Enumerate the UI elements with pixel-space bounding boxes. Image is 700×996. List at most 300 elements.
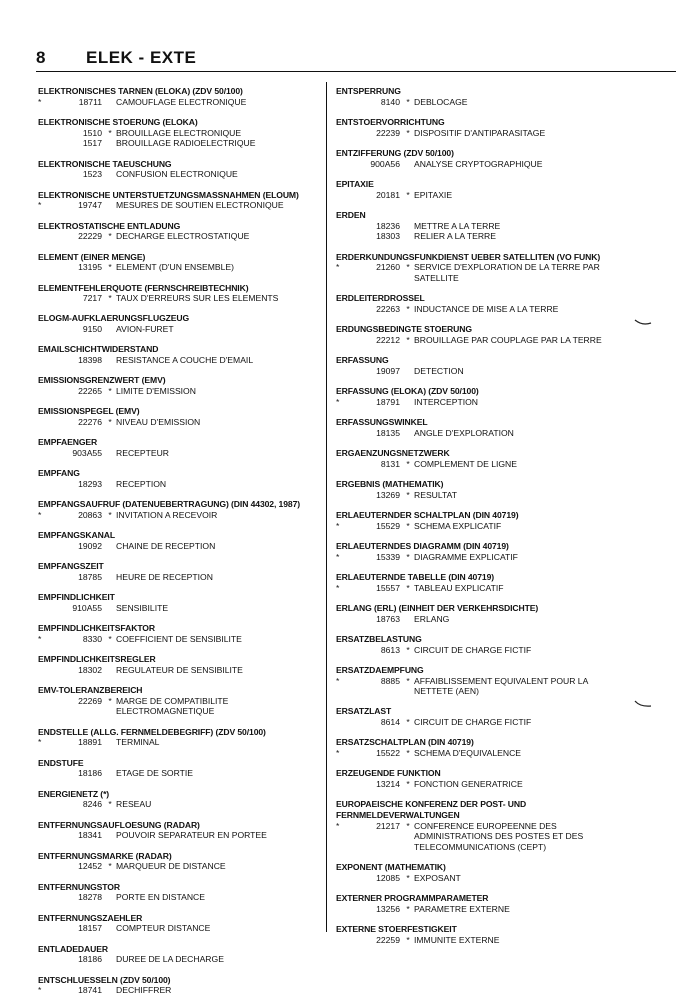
entry-term: EXTERNER PROGRAMMPARAMETER xyxy=(336,893,489,904)
dictionary-entry xyxy=(336,510,632,531)
dictionary-entry xyxy=(38,913,334,934)
translation-star-marker: * xyxy=(406,262,410,273)
dictionary-entry xyxy=(336,86,632,107)
dictionary-entry xyxy=(38,117,334,149)
translation-text: RESULTAT xyxy=(414,489,457,500)
entry-star-marker: * xyxy=(336,262,340,273)
entry-gap xyxy=(336,624,632,634)
entry-term: EMPFANG xyxy=(38,468,80,479)
translation-line xyxy=(38,541,334,552)
translation-text: CAMOUFLAGE ELECTRONIQUE xyxy=(116,96,247,107)
entry-term: ERLANG (ERL) (EINHEIT DER VERKEHRSDICHTE) xyxy=(336,602,539,613)
entry-term: ENTFERNUNGSMARKE (RADAR) xyxy=(38,850,172,861)
entry-gap xyxy=(336,138,632,148)
entry-number: 903A55 xyxy=(72,448,102,459)
translation-line xyxy=(336,190,632,201)
page-title: ELEK - EXTE xyxy=(86,48,197,67)
entry-number: 22229 xyxy=(78,231,102,242)
entry-gap xyxy=(38,810,334,820)
translation-continuation xyxy=(336,686,632,697)
dictionary-entry xyxy=(38,437,334,458)
translation-text: INDUCTANCE DE MISE A LA TERRE xyxy=(414,303,559,314)
entry-number: 18186 xyxy=(78,954,102,965)
translation-text: DUREE DE LA DECHARGE xyxy=(116,954,224,965)
entry-number: 22269 xyxy=(78,695,102,706)
translation-line xyxy=(336,614,632,625)
dictionary-entry xyxy=(336,252,632,284)
entry-term: EMPFANGSKANAL xyxy=(38,530,116,541)
translation-line xyxy=(336,97,632,108)
translation-line xyxy=(336,904,632,915)
entry-number: 15522 xyxy=(376,748,400,759)
translation-star-marker: * xyxy=(406,903,410,914)
translation-star-marker: * xyxy=(406,489,410,500)
translation-text: ERLANG xyxy=(414,613,450,624)
entry-number: 13214 xyxy=(376,779,400,790)
dictionary-entry xyxy=(38,406,334,427)
entry-gap xyxy=(38,583,334,593)
translation-text: COMPLEMENT DE LIGNE xyxy=(414,458,517,469)
entry-number: 900A56 xyxy=(370,158,400,169)
translation-line xyxy=(38,985,334,996)
entry-number: 1510 xyxy=(82,127,102,138)
translation-text: RECEPTION xyxy=(116,479,167,489)
entry-gap xyxy=(336,759,632,769)
entry-gap xyxy=(336,314,632,324)
entry-term: ELEMENT (EINER MENGE) xyxy=(38,251,146,262)
entry-number: 18293 xyxy=(78,479,102,489)
entry-number: 18341 xyxy=(78,830,102,841)
entry-term: ERDERKUNDUNGSFUNKDIENST UEBER SATELLITEN (VO FUNK) xyxy=(336,251,601,262)
entry-term: ENTSCHLUESSELN (ZDV 50/100) xyxy=(38,974,171,985)
entry-gap xyxy=(336,500,632,510)
entry-star-marker: * xyxy=(336,748,340,759)
entry-term: ERSATZDAEMPFUNG xyxy=(336,664,424,675)
dictionary-entry xyxy=(38,623,334,644)
dictionary-entry xyxy=(38,592,334,613)
entry-number: 22212 xyxy=(376,334,400,345)
dictionary-entry xyxy=(38,851,334,872)
entry-star-marker: * xyxy=(38,96,42,107)
entry-star-marker: * xyxy=(38,737,42,748)
dictionary-entry xyxy=(336,386,632,407)
entry-gap xyxy=(336,376,632,386)
translation-line xyxy=(38,97,334,108)
entry-term: ERLAEUTERNDES DIAGRAMM (DIN 40719) xyxy=(336,540,509,551)
translation-text: TERMINAL xyxy=(116,737,160,748)
entry-gap xyxy=(336,107,632,117)
entry-term: ENTLADEDAUER xyxy=(38,943,108,954)
entry-number: 910A55 xyxy=(72,602,102,613)
translation-text: PORTE EN DISTANCE xyxy=(116,892,205,903)
dictionary-entry xyxy=(336,148,632,169)
translation-line xyxy=(336,304,632,315)
translation-text: MARGE DE COMPATIBILITE xyxy=(116,695,229,706)
translation-line xyxy=(336,366,632,377)
entry-gap xyxy=(38,149,334,159)
entry-number: 18186 xyxy=(78,768,102,779)
entry-number: 20863 xyxy=(78,509,102,520)
translation-text: METTRE A LA TERRE xyxy=(414,220,501,231)
translation-line xyxy=(336,490,632,501)
entry-star-marker: * xyxy=(336,551,340,562)
translation-text: INVITATION A RECEVOIR xyxy=(116,509,218,520)
translation-text: RESEAU xyxy=(116,799,152,810)
translation-star-marker: * xyxy=(108,633,112,644)
entry-number: 18236 xyxy=(376,220,400,231)
translation-continuation-text: NETTETE (AEN) xyxy=(414,686,479,697)
entry-gap xyxy=(38,841,334,851)
translation-line xyxy=(336,717,632,728)
entry-number: 20181 xyxy=(376,189,400,200)
entry-gap xyxy=(38,521,334,531)
translation-text: COMPTEUR DISTANCE xyxy=(116,923,211,934)
translation-text: CHAINE DE RECEPTION xyxy=(116,540,216,551)
entry-term: EPITAXIE xyxy=(336,178,374,189)
entry-term: EMPFANGSZEIT xyxy=(38,561,104,572)
entry-term: EMPFAENGER xyxy=(38,437,98,448)
entry-gap xyxy=(38,304,334,314)
entry-gap xyxy=(38,107,334,117)
entry-gap xyxy=(336,562,632,572)
translation-text: CONFERENCE EUROPEENNE DES xyxy=(414,820,557,831)
translation-text: AFFAIBLISSEMENT EQUIVALENT POUR LA xyxy=(414,675,589,686)
entry-number: 22239 xyxy=(376,127,400,138)
dictionary-entry xyxy=(336,924,632,945)
translation-text: SCHEMA EXPLICATIF xyxy=(414,520,502,531)
right-column xyxy=(336,86,632,945)
entry-gap xyxy=(336,655,632,665)
dictionary-entry xyxy=(336,448,632,469)
entry-star-marker: * xyxy=(336,820,340,831)
entry-gap xyxy=(38,872,334,882)
translation-line xyxy=(38,665,334,676)
dictionary-entry xyxy=(336,293,632,314)
entry-term: ENTSPERRUNG xyxy=(336,86,401,96)
entry-number: 8885 xyxy=(380,675,400,686)
translation-line xyxy=(38,386,334,397)
translation-star-marker: * xyxy=(406,334,410,345)
translation-star-marker: * xyxy=(108,231,112,242)
translation-line xyxy=(38,448,334,459)
translation-continuation xyxy=(336,842,632,853)
translation-star-marker: * xyxy=(406,303,410,314)
entry-term: ENDSTUFE xyxy=(38,757,84,768)
translation-line xyxy=(38,861,334,872)
entry-number: 8330 xyxy=(82,633,102,644)
translation-text: BROUILLAGE ELECTRONIQUE xyxy=(116,127,242,138)
entry-gap xyxy=(38,459,334,469)
entry-term: ERFASSUNG (ELOKA) (ZDV 50/100) xyxy=(336,386,479,397)
page-number: 8 xyxy=(36,48,46,67)
dictionary-entry xyxy=(38,313,334,334)
translation-line xyxy=(336,521,632,532)
dictionary-entry xyxy=(336,179,632,200)
entry-gap xyxy=(336,531,632,541)
entry-number: 18791 xyxy=(376,396,400,407)
translation-text: TAUX D'ERREURS SUR LES ELEMENTS xyxy=(116,293,279,304)
entry-term: ELEKTRONISCHE UNTERSTUETZUNGSMASSNAHMEN (ELOUM) xyxy=(38,189,299,200)
entry-term: ELEKTRONISCHE TAEUSCHUNG xyxy=(38,158,172,169)
translation-line xyxy=(336,821,632,832)
translation-line xyxy=(38,417,334,428)
translation-text: TABLEAU EXPLICATIF xyxy=(414,582,504,593)
entry-star-marker: * xyxy=(38,509,42,520)
entry-term: ELEKTRONISCHES TARNEN (ELOKA) (ZDV 50/100) xyxy=(38,86,243,96)
translation-text: CIRCUIT DE CHARGE FICTIF xyxy=(414,717,532,728)
entry-gap xyxy=(336,169,632,179)
dictionary-entry xyxy=(38,252,334,273)
entry-number: 13269 xyxy=(376,489,400,500)
entry-number: 8246 xyxy=(82,799,102,810)
page-header xyxy=(36,48,676,70)
entry-number: 18891 xyxy=(78,737,102,748)
entry-gap xyxy=(38,614,334,624)
translation-line xyxy=(38,954,334,965)
entry-number: 8131 xyxy=(380,458,400,469)
dictionary-entry xyxy=(38,530,334,551)
translation-text: RESISTANCE A COUCHE D'EMAIL xyxy=(116,355,254,366)
entry-number: 15529 xyxy=(376,520,400,531)
dictionary-entry xyxy=(38,654,334,675)
dictionary-entry xyxy=(38,882,334,903)
translation-line xyxy=(336,873,632,884)
translation-text: BROUILLAGE RADIOELECTRIQUE xyxy=(116,138,256,149)
entry-gap xyxy=(38,645,334,655)
translation-line xyxy=(38,479,334,490)
translation-line xyxy=(38,830,334,841)
left-column xyxy=(38,86,334,996)
dictionary-entry xyxy=(38,758,334,779)
entry-gap xyxy=(336,242,632,252)
translation-text: ETAGE DE SORTIE xyxy=(116,768,194,779)
translation-line xyxy=(336,231,632,242)
translation-continuation-text: ELECTROMAGNETIQUE xyxy=(116,706,215,717)
entry-term: ERDEN xyxy=(336,209,366,220)
entry-star-marker: * xyxy=(38,633,42,644)
dictionary-entry xyxy=(336,603,632,624)
entry-gap xyxy=(336,438,632,448)
entry-gap xyxy=(38,180,334,190)
entry-term: EMPFINDLICHKEITSREGLER xyxy=(38,654,156,665)
entry-term: ERSATZSCHALTPLAN (DIN 40719) xyxy=(336,737,474,748)
entry-gap xyxy=(38,273,334,283)
translation-line xyxy=(336,459,632,470)
entry-gap xyxy=(336,200,632,210)
entry-star-marker: * xyxy=(336,675,340,686)
entry-term: EMPFINDLICHKEIT xyxy=(38,592,115,603)
translation-line xyxy=(336,676,632,687)
entry-gap xyxy=(336,852,632,862)
translation-line xyxy=(38,572,334,583)
translation-text: ANGLE D'EXPLORATION xyxy=(414,427,514,438)
entry-term: EXTERNE STOERFESTIGKEIT xyxy=(336,924,457,935)
translation-line xyxy=(38,510,334,521)
dictionary-entry xyxy=(336,417,632,438)
dictionary-entry xyxy=(38,944,334,965)
entry-term: EXPONENT (MATHEMATIK) xyxy=(336,862,446,873)
entry-number: 18398 xyxy=(78,355,102,366)
translation-text: SENSIBILITE xyxy=(116,602,169,613)
translation-line xyxy=(38,603,334,614)
translation-text: FONCTION GENERATRICE xyxy=(414,779,523,790)
dictionary-entry xyxy=(38,561,334,582)
entry-star-marker: * xyxy=(38,200,42,211)
translation-text: REGULATEUR DE SENSIBILITE xyxy=(116,664,243,675)
dictionary-entry xyxy=(336,768,632,789)
dictionary-entry xyxy=(336,117,632,138)
entry-number: 12085 xyxy=(376,872,400,883)
entry-gap xyxy=(38,211,334,221)
entry-gap xyxy=(38,428,334,438)
translation-star-marker: * xyxy=(406,717,410,728)
translation-text: DISPOSITIF D'ANTIPARASITAGE xyxy=(414,127,546,138)
entry-term: ERGEBNIS (MATHEMATIK) xyxy=(336,479,444,489)
entry-term: ENTFERNUNGSAUFLOESUNG (RADAR) xyxy=(38,819,200,830)
translation-text: ELEMENT (D'UN ENSEMBLE) xyxy=(116,262,234,273)
translation-star-marker: * xyxy=(406,96,410,107)
translation-star-marker: * xyxy=(406,127,410,138)
translation-text: IMMUNITE EXTERNE xyxy=(414,934,500,945)
translation-line xyxy=(38,892,334,903)
entry-term: EMPFANGSAUFRUF (DATENUEBERTRAGUNG) (DIN 44302, 1987) xyxy=(38,499,301,510)
translation-text: LIMITE D'EMISSION xyxy=(116,386,196,397)
dictionary-entry xyxy=(336,893,632,914)
entry-term: EMAILSCHICHTWIDERSTAND xyxy=(38,344,159,355)
entry-number: 8613 xyxy=(380,644,400,655)
entry-star-marker: * xyxy=(336,582,340,593)
dictionary-entry xyxy=(38,685,334,717)
translation-text: DECHARGE ELECTROSTATIQUE xyxy=(116,231,250,242)
entry-number: 15557 xyxy=(376,582,400,593)
entry-gap xyxy=(38,903,334,913)
entry-gap xyxy=(336,697,632,707)
translation-star-marker: * xyxy=(406,872,410,883)
entry-gap xyxy=(38,552,334,562)
translation-star-marker: * xyxy=(406,644,410,655)
entry-term: ERSATZLAST xyxy=(336,706,392,717)
entry-number: 1523 xyxy=(82,169,102,180)
entry-term: ERDUNGSBEDINGTE STOERUNG xyxy=(336,324,472,335)
translation-text: BROUILLAGE PAR COUPLAGE PAR LA TERRE xyxy=(414,334,602,345)
translation-text: RECEPTEUR xyxy=(116,448,170,459)
entry-term: ELEKTRONISCHE STOERUNG (ELOKA) xyxy=(38,116,198,127)
entry-term: ENTSTOERVORRICHTUNG xyxy=(336,116,445,127)
entry-gap xyxy=(336,883,632,893)
translation-line xyxy=(38,355,334,366)
translation-star-marker: * xyxy=(406,189,410,200)
dictionary-entry xyxy=(336,541,632,562)
entry-term: ELEMENTFEHLERQUOTE (FERNSCHREIBTECHNIK) xyxy=(38,282,249,293)
translation-star-marker: * xyxy=(406,520,410,531)
translation-line xyxy=(336,335,632,346)
translation-star-marker: * xyxy=(406,820,410,831)
entry-number: 18303 xyxy=(376,231,400,242)
entry-number: 8140 xyxy=(380,96,400,107)
translation-continuation-text: TELECOMMUNICATIONS (CEPT) xyxy=(414,841,547,852)
dictionary-entry xyxy=(38,820,334,841)
translation-line xyxy=(38,634,334,645)
entry-term: ERGAENZUNGSNETZWERK xyxy=(336,448,450,459)
entry-term: ENTFERNUNGSTOR xyxy=(38,881,120,892)
translation-text: MARQUEUR DE DISTANCE xyxy=(116,861,226,872)
entry-term: EMPFINDLICHKEITSFAKTOR xyxy=(38,623,156,634)
translation-star-marker: * xyxy=(406,934,410,945)
translation-star-marker: * xyxy=(406,582,410,593)
translation-line xyxy=(38,200,334,211)
entry-number: 12452 xyxy=(78,861,102,872)
entry-gap xyxy=(38,934,334,944)
translation-line xyxy=(38,696,334,707)
translation-text: DETECTION xyxy=(414,365,464,376)
entry-term: ERDLEITERDROSSEL xyxy=(336,293,425,304)
entry-number: 7217 xyxy=(82,293,102,304)
entry-gap xyxy=(336,407,632,417)
entry-number: 21217 xyxy=(376,820,400,831)
translation-line xyxy=(38,324,334,335)
entry-gap xyxy=(38,490,334,500)
translation-line xyxy=(336,645,632,656)
entry-term: ENTZIFFERUNG (ZDV 50/100) xyxy=(336,147,454,158)
entry-gap xyxy=(38,366,334,376)
translation-line xyxy=(38,768,334,779)
entry-gap xyxy=(38,748,334,758)
entry-number: 22276 xyxy=(78,417,102,428)
translation-line xyxy=(38,128,334,139)
entry-number: 22265 xyxy=(78,386,102,397)
translation-text: NIVEAU D'EMISSION xyxy=(116,417,201,428)
entry-number: 18763 xyxy=(376,613,400,624)
translation-star-marker: * xyxy=(406,551,410,562)
entry-gap xyxy=(336,593,632,603)
entry-gap xyxy=(38,779,334,789)
translation-text: CONFUSION ELECTRONIQUE xyxy=(116,169,238,180)
translation-line xyxy=(38,293,334,304)
entry-gap xyxy=(336,728,632,738)
entry-number: 21260 xyxy=(376,262,400,273)
dictionary-entry xyxy=(336,737,632,758)
dictionary-entry xyxy=(336,706,632,727)
translation-star-marker: * xyxy=(406,779,410,790)
translation-text: DEBLOCAGE xyxy=(414,96,468,107)
entry-term: ENDSTELLE (ALLG. FERNMELDEBEGRIFF) (ZDV 50/100) xyxy=(38,726,266,737)
translation-star-marker: * xyxy=(108,695,112,706)
entry-term: EMISSIONSGRENZWERT (EMV) xyxy=(38,375,166,386)
dictionary-entry xyxy=(336,862,632,883)
translation-text: ANALYSE CRYPTOGRAPHIQUE xyxy=(414,158,543,169)
entry-term: ERFASSUNG xyxy=(336,355,389,366)
entry-term: EMISSIONSPEGEL (EMV) xyxy=(38,406,140,417)
translation-text: PARAMETRE EXTERNE xyxy=(414,903,510,914)
translation-line xyxy=(38,799,334,810)
entry-gap xyxy=(38,676,334,686)
entry-star-marker: * xyxy=(336,520,340,531)
entry-number: 15339 xyxy=(376,551,400,562)
entry-number: 18157 xyxy=(78,923,102,934)
translation-line xyxy=(336,221,632,232)
dictionary-entry xyxy=(38,344,334,365)
translation-continuation-text: SATELLITE xyxy=(414,272,459,283)
entry-gap xyxy=(38,717,334,727)
header-rule xyxy=(36,71,676,72)
entry-number: 13256 xyxy=(376,903,400,914)
entry-star-marker: * xyxy=(38,985,42,996)
translation-line xyxy=(38,737,334,748)
dictionary-entry xyxy=(38,159,334,180)
translation-text: RELIER A LA TERRE xyxy=(414,231,496,242)
translation-star-marker: * xyxy=(406,748,410,759)
entry-number: 22263 xyxy=(376,303,400,314)
